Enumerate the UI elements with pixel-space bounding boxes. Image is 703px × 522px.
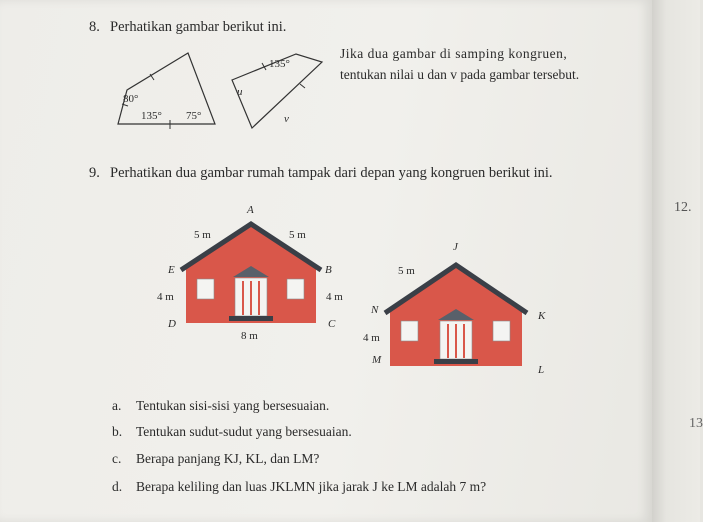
house1-label-E: E (168, 264, 175, 276)
house1-roof-left-length: 5 m (194, 229, 211, 241)
q9b-text: Tentukan sudut-sudut yang bersesuaian. (136, 424, 352, 439)
margin-number-13: 13 (689, 416, 703, 431)
house2-label-K: K (538, 310, 546, 322)
q8-text-line2: tentukan nilai u dan v pada gambar tersebut. (340, 67, 580, 82)
q8-fig1-angle-75: 75° (186, 110, 202, 122)
q9d-text: Berapa keliling dan luas JKLMN jika jarak J ke LM adalah 7 m? (136, 479, 487, 494)
house1-label-C: C (328, 318, 336, 330)
house2-label-M: M (372, 354, 382, 366)
house-2 (385, 265, 527, 366)
house1-wall-left-length: 4 m (157, 291, 174, 303)
margin-number-12: 12. (674, 200, 692, 215)
q8-prompt: Perhatikan gambar berikut ini. (110, 19, 287, 35)
q9b-label: b. (112, 424, 123, 439)
q9a-label: a. (112, 398, 122, 413)
house2-roof-length: 5 m (398, 265, 415, 277)
q8-quad2-tick2 (300, 84, 305, 88)
q9c-text: Berapa panjang KJ, KL, dan LM? (136, 451, 320, 466)
house2-step (434, 359, 478, 364)
house2-label-L: L (538, 364, 545, 376)
q8-number: 8. (89, 19, 100, 35)
house2-wall-length: 4 m (363, 332, 380, 344)
q8-fig2-angle-135: 135° (269, 58, 290, 70)
q9-number: 9. (89, 165, 100, 181)
q8-fig2-v: v (284, 113, 289, 125)
house1-step (229, 316, 273, 321)
house1-window-left (197, 279, 214, 299)
q9a-text: Tentukan sisi-sisi yang bersesuaian. (136, 398, 330, 413)
house1-base-length: 8 m (241, 330, 258, 342)
house1-wall-right-length: 4 m (326, 291, 343, 303)
q9d-label: d. (112, 479, 123, 494)
house2-label-N: N (371, 304, 379, 316)
house2-label-J: J (453, 241, 458, 253)
house1-label-D: D (168, 318, 176, 330)
house1-roof-right-length: 5 m (289, 229, 306, 241)
q8-fig1-angle-135: 135° (141, 110, 162, 122)
q8-fig2-u: u (237, 86, 243, 98)
q8-text-line1: Jika dua gambar di samping kongruen, (340, 46, 568, 61)
house2-window-right (493, 321, 510, 341)
house1-label-A: A (247, 204, 254, 216)
q8-fig1-angle-80: 80° (123, 93, 139, 105)
q9-prompt: Perhatikan dua gambar rumah tampak dari depan yang kongruen berikut ini. (110, 165, 553, 181)
house1-label-B: B (325, 264, 332, 276)
q9c-label: c. (112, 451, 122, 466)
house1-window-right (287, 279, 304, 299)
house2-window-left (401, 321, 418, 341)
